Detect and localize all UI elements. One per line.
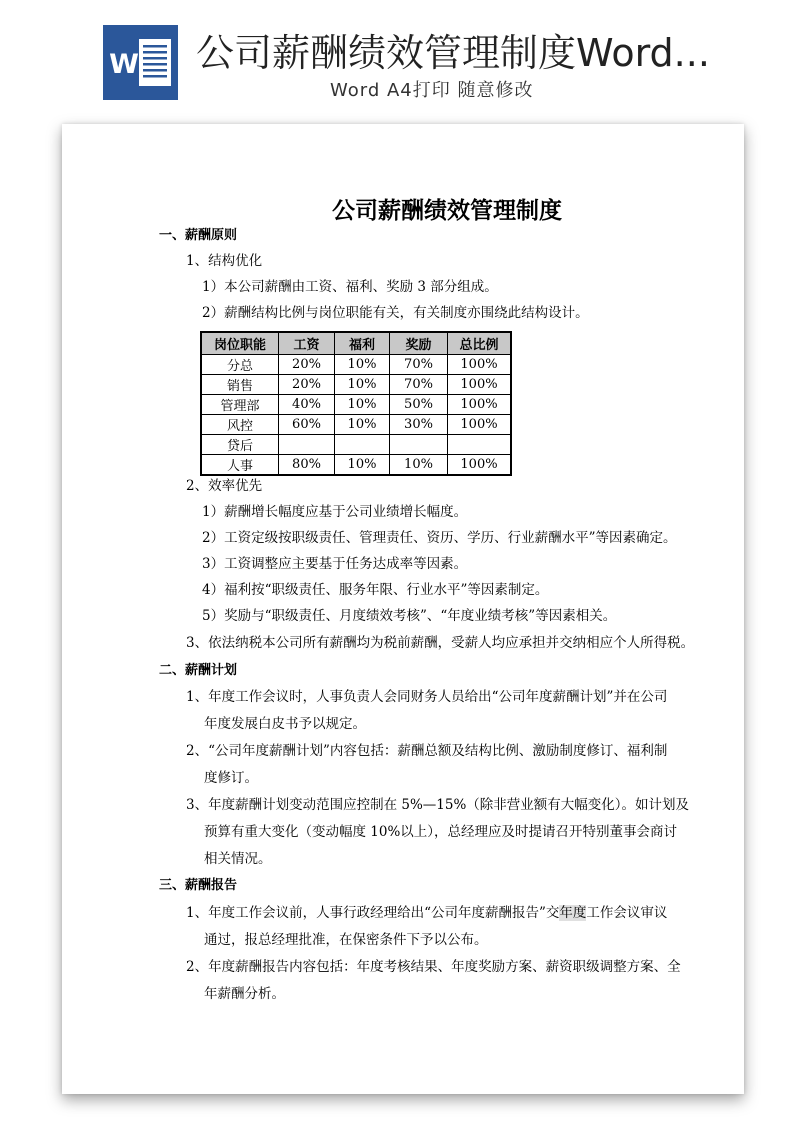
table-header-cell: 工资 — [279, 332, 335, 355]
table-cell: 10% — [335, 355, 390, 375]
table-header-cell: 岗位职能 — [201, 332, 279, 355]
table-cell: 20% — [279, 375, 335, 395]
text-run: 1、年度工作会议前，人事行政经理给出“公司年度薪酬报告”交 — [186, 905, 560, 921]
paragraph: 2、年度薪酬报告内容包括：年度考核结果、年度奖励方案、薪资职级调整方案、全 — [186, 959, 681, 975]
word-icon-letter: W — [109, 49, 139, 80]
document-page — [62, 124, 744, 1094]
text-run: 工作会议审议 — [586, 905, 668, 921]
table-header-cell: 奖励 — [390, 332, 448, 355]
section-heading-plan: 二、薪酬计划 — [159, 663, 238, 678]
table-cell: 分总 — [201, 355, 279, 375]
paragraph: 1）本公司薪酬由工资、福利、奖励 3 部分组成。 — [202, 279, 498, 295]
table-cell: 30% — [390, 415, 448, 435]
banner-header — [0, 0, 800, 110]
paragraph: 3、依法纳税本公司所有薪酬均为税前薪酬，受薪人均应承担并交纳相应个人所得税。 — [186, 635, 695, 651]
table-cell: 100% — [448, 415, 512, 435]
paragraph: 年薪酬分析。 — [204, 986, 285, 1002]
table-cell: 销售 — [201, 375, 279, 395]
table-cell: 贷后 — [201, 435, 279, 455]
paragraph: 3、年度薪酬计划变动范围应控制在 5%—15%（除非营业额有大幅变化）。如计划及 — [186, 797, 690, 813]
table-row — [201, 415, 511, 435]
paragraph: 通过，报总经理批准，在保密条件下予以公布。 — [204, 932, 488, 948]
paragraph: 1、年度工作会议时，人事负责人会同财务人员给出“公司年度薪酬计划”并在公司 — [186, 689, 668, 705]
table-cell: 100% — [448, 455, 512, 476]
table-row — [201, 395, 511, 415]
table-cell: 70% — [390, 375, 448, 395]
table-cell: 20% — [279, 355, 335, 375]
table-row — [201, 355, 511, 375]
table-cell: 40% — [279, 395, 335, 415]
subheading-structure: 1、结构优化 — [186, 253, 263, 269]
table-cell: 100% — [448, 395, 512, 415]
table-cell: 100% — [448, 375, 512, 395]
table-cell: 风控 — [201, 415, 279, 435]
section-heading-report: 三、薪酬报告 — [159, 878, 238, 893]
table-row — [201, 375, 511, 395]
paragraph: 年度发展白皮书予以规定。 — [204, 716, 366, 732]
paragraph: 3）工资调整应主要基于任务达成率等因素。 — [202, 556, 468, 572]
subheading-efficiency: 2、效率优先 — [186, 478, 263, 494]
paragraph: 度修订。 — [204, 770, 258, 786]
table-cell — [335, 435, 390, 455]
salary-ratio-table — [200, 331, 512, 476]
table-cell: 80% — [279, 455, 335, 476]
table-header-cell: 总比例 — [448, 332, 512, 355]
table-cell — [390, 435, 448, 455]
table-cell: 10% — [335, 375, 390, 395]
table-header-cell: 福利 — [335, 332, 390, 355]
paragraph: 4）福利按“职级责任、服务年限、行业水平”等因素制定。 — [202, 582, 549, 598]
document-title: 公司薪酬绩效管理制度 — [332, 198, 562, 224]
paragraph: 2）薪酬结构比例与岗位职能有关，有关制度亦围绕此结构设计。 — [202, 305, 589, 321]
table-cell — [279, 435, 335, 455]
paragraph: 5）奖励与“职级责任、月度绩效考核”、“年度业绩考核”等因素相关。 — [202, 608, 617, 624]
paragraph: 2）工资定级按职级责任、管理责任、资历、学历、行业薪酬水平”等因素确定。 — [202, 530, 677, 546]
table-cell: 人事 — [201, 455, 279, 476]
table-header-row — [201, 332, 511, 355]
table-cell: 10% — [335, 455, 390, 476]
paragraph — [186, 904, 667, 922]
table-cell: 50% — [390, 395, 448, 415]
highlighted-text: 年度 — [559, 905, 587, 921]
paragraph: 1）薪酬增长幅度应基于公司业绩增长幅度。 — [202, 504, 468, 520]
table-row — [201, 435, 511, 455]
paragraph: 2、“公司年度薪酬计划”内容包括：薪酬总额及结构比例、激励制度修订、福利制 — [186, 743, 668, 759]
table-cell: 10% — [335, 395, 390, 415]
paragraph: 预算有重大变化（变动幅度 10%以上），总经理应及时提请召开特别董事会商讨 — [204, 824, 678, 840]
word-document-icon — [103, 25, 178, 100]
table-row — [201, 455, 511, 476]
table-cell — [448, 435, 512, 455]
table-cell: 管理部 — [201, 395, 279, 415]
banner-subtitle: Word A4打印 随意修改 — [330, 80, 534, 101]
section-heading-principles: 一、薪酬原则 — [159, 228, 238, 243]
table-cell: 10% — [390, 455, 448, 476]
table-cell: 10% — [335, 415, 390, 435]
banner-title: 公司薪酬绩效管理制度Word... — [196, 31, 710, 75]
table-cell: 70% — [390, 355, 448, 375]
table-cell: 60% — [279, 415, 335, 435]
table-cell: 100% — [448, 355, 512, 375]
paragraph: 相关情况。 — [204, 851, 272, 867]
